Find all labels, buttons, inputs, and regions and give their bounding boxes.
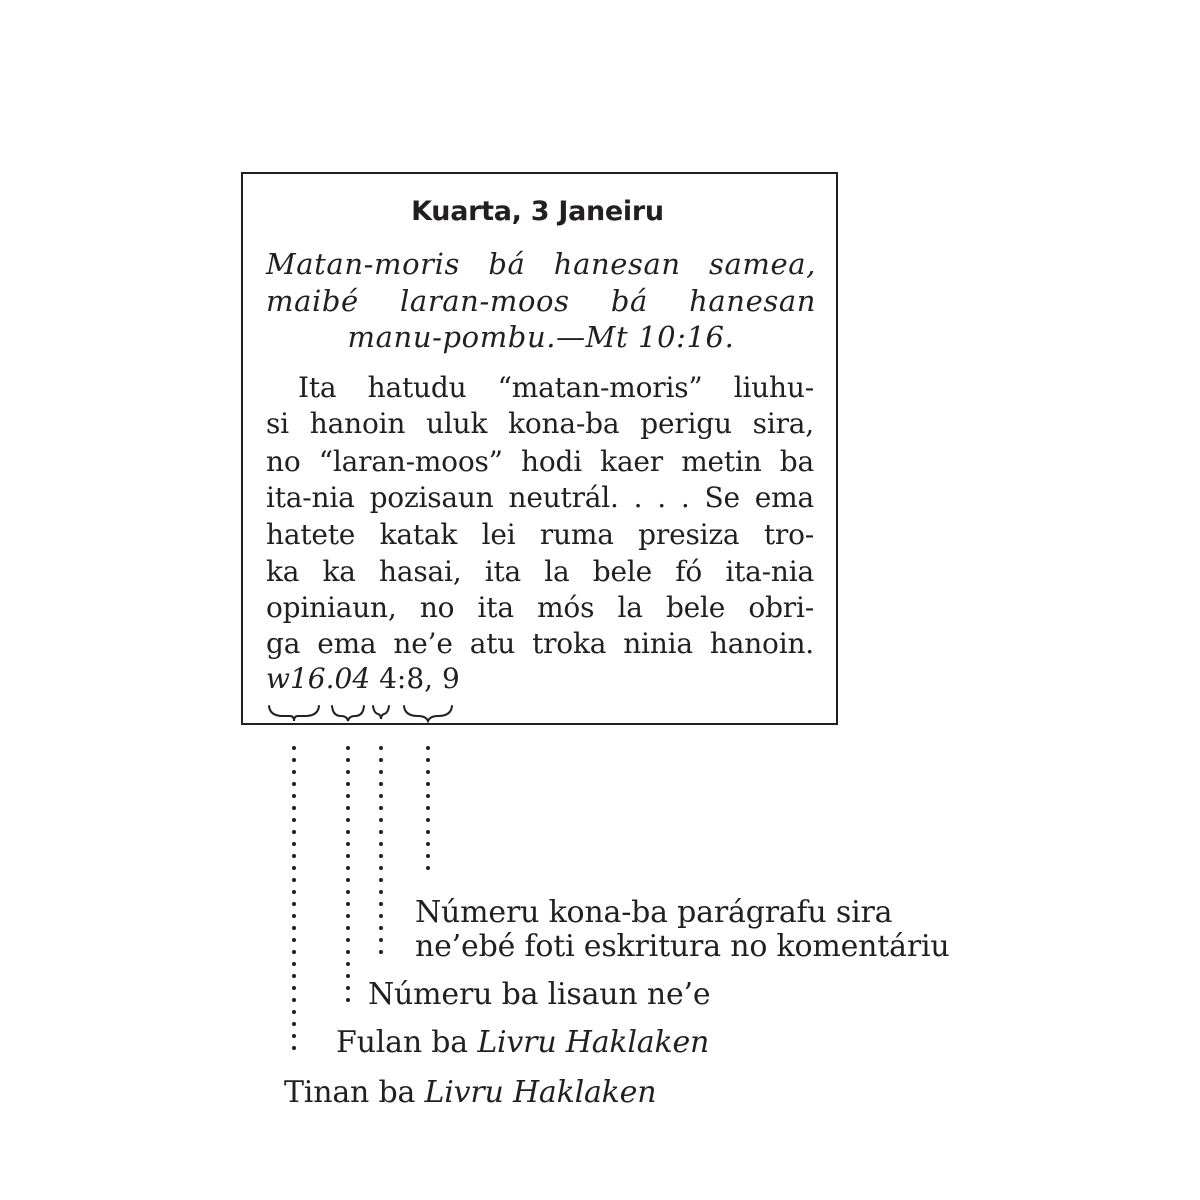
label-month bbox=[336, 1026, 709, 1059]
date-heading: Kuarta, 3 Janeiru bbox=[411, 196, 664, 227]
body-line-4: ita-nia pozisaun neutrál. . . . Se ema bbox=[266, 481, 814, 514]
brace-month bbox=[332, 706, 364, 721]
ref-dot: . bbox=[325, 662, 335, 695]
body-line-8: ga ema ne’e atu troka ninia hanoin. bbox=[266, 627, 814, 660]
ref-lesson: 4 bbox=[379, 662, 397, 695]
body-line-3: no “laran-moos” hodi kaer metin ba bbox=[266, 445, 814, 478]
label-lesson-number: Númeru ba lisaun ne’e bbox=[368, 977, 711, 1012]
label-year-prefix: Tinan ba bbox=[284, 1075, 425, 1110]
label-year bbox=[284, 1076, 656, 1109]
body-line-6: ka ka hasai, ita la bele fó ita-nia bbox=[266, 555, 814, 588]
scripture-line-1: Matan-moris bá hanesan samea, bbox=[266, 247, 816, 281]
label-year-book: Livru Haklaken bbox=[424, 1075, 657, 1110]
ref-colon: : bbox=[396, 662, 407, 695]
ref-year: w16 bbox=[266, 662, 326, 695]
ref-paragraphs: 8, 9 bbox=[406, 662, 460, 695]
brace-year bbox=[269, 706, 319, 721]
brace-paragraphs bbox=[404, 706, 452, 721]
label-paragraph-numbers-line-2: ne’ebé foti eskritura no komentáriu bbox=[415, 929, 950, 964]
label-paragraph-numbers-line-1: Númeru kona-ba parágrafu sira bbox=[415, 895, 893, 930]
body-line-2: si hanoin uluk kona-ba perigu sira, bbox=[266, 407, 814, 440]
ref-month: 04 bbox=[334, 662, 371, 695]
scripture-line-2: maibé laran-moos bá hanesan bbox=[266, 284, 816, 318]
scripture-line-3: manu-pombu.—Mt 10:16. bbox=[347, 320, 735, 354]
body-line-7: opiniaun, no ita mós la bele obri- bbox=[266, 591, 814, 624]
brace-lesson bbox=[373, 706, 389, 719]
label-month-prefix: Fulan ba bbox=[336, 1025, 478, 1060]
label-month-book: Livru Haklaken bbox=[477, 1025, 710, 1060]
body-line-5: hatete katak lei ruma presiza tro- bbox=[266, 518, 814, 551]
body-line-1: Ita hatudu “matan-moris” liuhu- bbox=[298, 371, 814, 404]
